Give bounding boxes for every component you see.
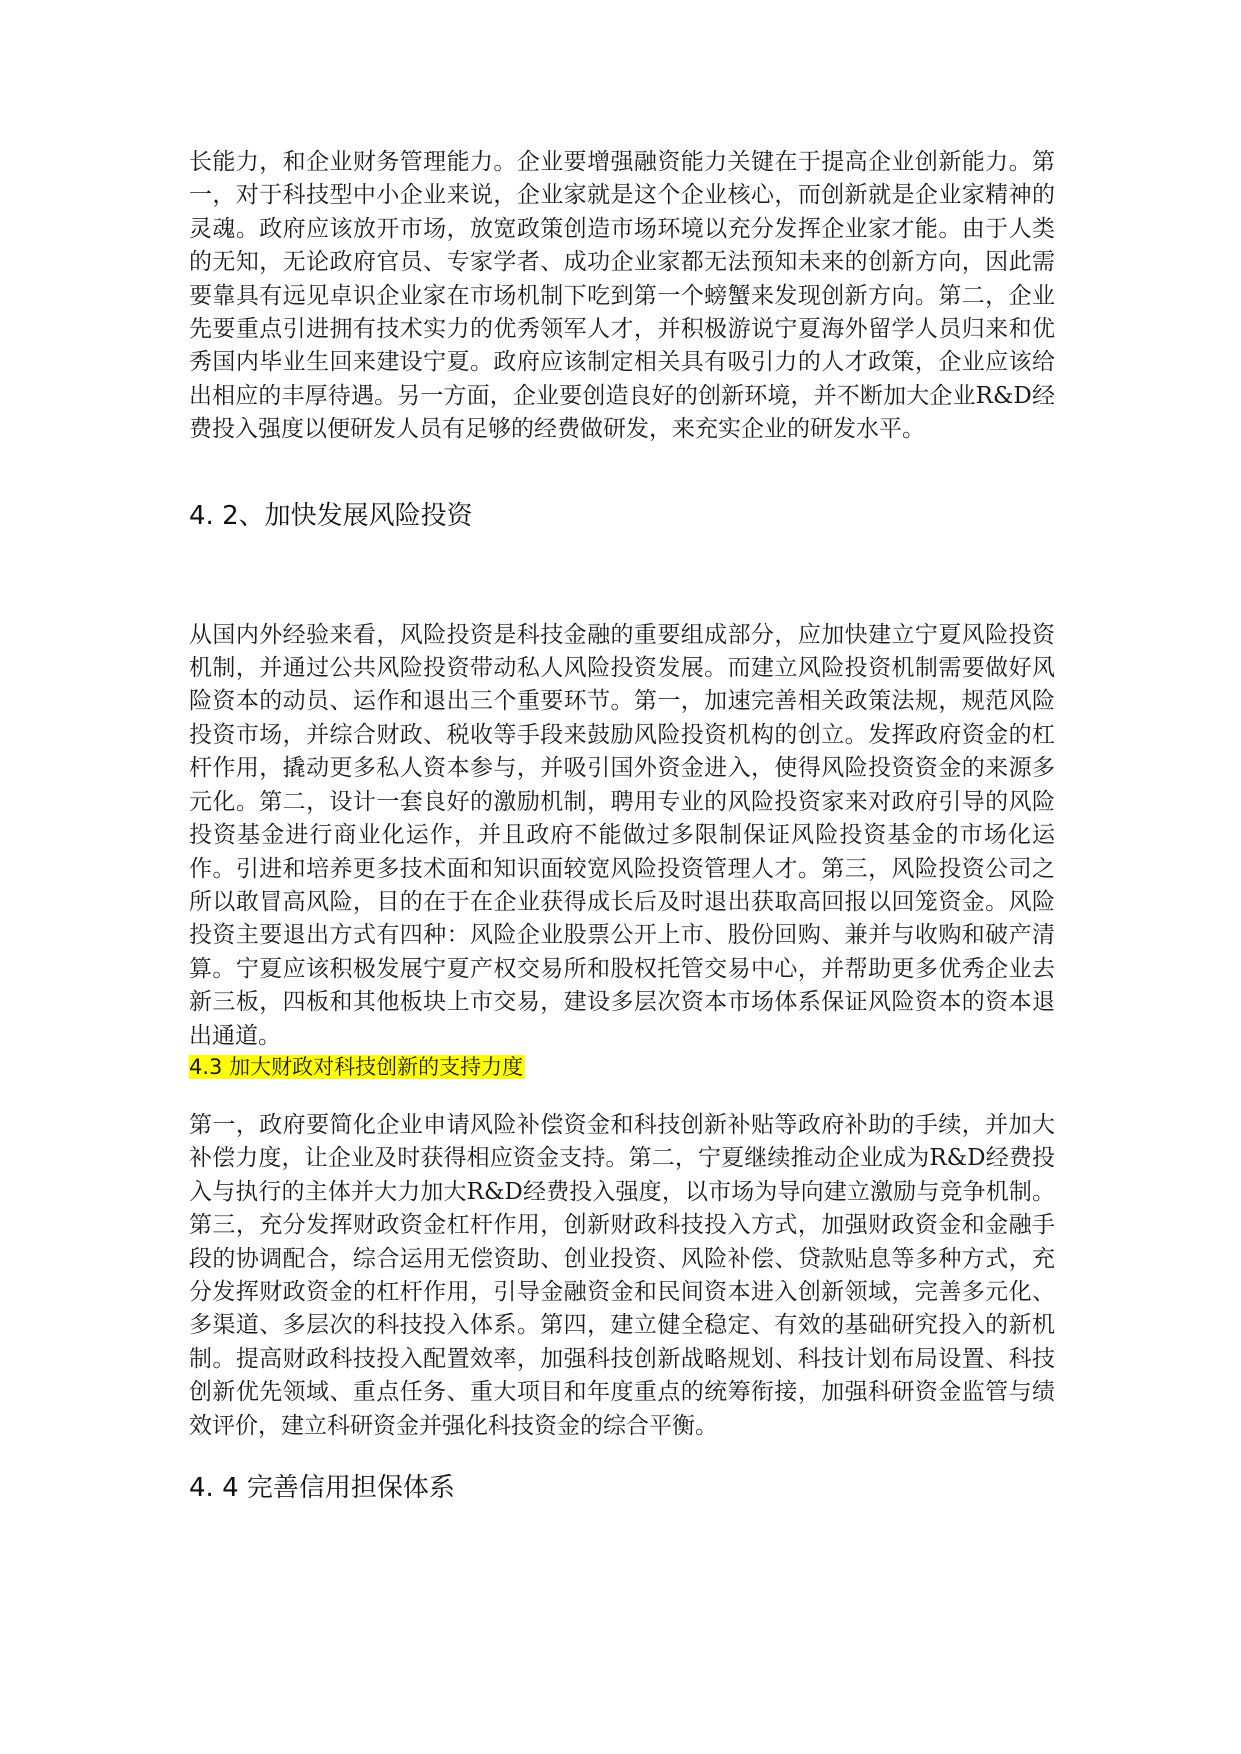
section-heading-4-3 <box>189 1053 1055 1081</box>
paragraph-venture-capital: 从国内外经验来看，风险投资是科技金融的重要组成部分，应加快建立宁夏风险投资机制，并通过公共风险投资带动私人风险投资发展。而建立风险投资机制需要做好风险资本的动员、运作和退出三个重要环节。第一，加速完善相关政策法规，规范风险投资市场，并综合财政、税收等手段来鼓励风险投资机构的创立。发挥政府资金的杠杆作用，撬动更多私人资本参与，并吸引国外资金进入，使得风险投资资金的来源多元化。第二，设计一套良好的激励机制，聘用专业的风险投资家来对政府引导的风险投资基金进行商业化运作，并且政府不能做过多限制保证风险投资基金的市场化运作。引进和培养更多技术面和知识面较宽风险投资管理人才。第三，风险投资公司之所以敢冒高风险，目的在于在企业获得成长后及时退出获取高回报以回笼资金。风险投资主要退出方式有四种：风险企业股票公开上市、股份回购、兼并与收购和破产清算。宁夏应该积极发展宁夏产权交易所和股权托管交易中心，并帮助更多优秀企业去新三板，四板和其他板块上市交易，建设多层次资本市场体系保证风险资本的资本退出通道。 <box>189 621 1055 1049</box>
paragraph-talent-innovation: 长能力，和企业财务管理能力。企业要增强融资能力关键在于提高企业创新能力。第一，对于科技型中小企业来说，企业家就是这个企业核心，而创新就是企业家精神的灵魂。政府应该放开市场，放宽政策创造市场环境以充分发挥企业家才能。由于人类的无知，无论政府官员、专家学者、成功企业家都无法预知未来的创新方向，因此需要靠具有远见卓识企业家在市场机制下吃到第一个螃蟹来发现创新方向。第二，企业先要重点引进拥有技术实力的优秀领军人才，并积极游说宁夏海外留学人员归来和优秀国内毕业生回来建设宁夏。政府应该制定相关具有吸引力的人才政策，企业应该给出相应的丰厚待遇。另一方面，企业要创造良好的创新环境，并不断加大企业R&D经费投入强度以便研发人员有足够的经费做研发，来充实企业的研发水平。 <box>189 149 1055 443</box>
section-heading-4-2: 4. 2、加快发展风险投资 <box>189 500 473 531</box>
paragraph-fiscal-support: 第一，政府要简化企业申请风险补偿资金和科技创新补贴等政府补助的手续，并加大补偿力度，让企业及时获得相应资金支持。第二，宁夏继续推动企业成为R&D经费投入与执行的主体并大力加大R&D经费投入强度，以市场为导向建立激励与竞争机制。第三，充分发挥财政资金杠杆作用，创新财政科技投入方式，加强财政资金和金融手段的协调配合，综合运用无偿资助、创业投资、风险补偿、贷款贴息等多种方式，充分发挥财政资金的杠杆作用，引导金融资金和民间资本进入创新领域，完善多元化、多渠道、多层次的科技投入体系。第四，建立健全稳定、有效的基础研究投入的新机制。提高财政科技投入配置效率，加强科技创新战略规划、科技计划布局设置、科技创新优先领域、重点任务、重大项目和年度重点的统筹衔接，加强科研资金监管与绩效评价，建立科研资金并强化科技资金的综合平衡。 <box>189 1111 1055 1439</box>
highlighted-heading-text: 4.3 加大财政对科技创新的支持力度 <box>189 1054 524 1079</box>
section-heading-4-4: 4. 4 完善信用担保体系 <box>189 1473 455 1503</box>
document-page <box>189 146 1055 1505</box>
